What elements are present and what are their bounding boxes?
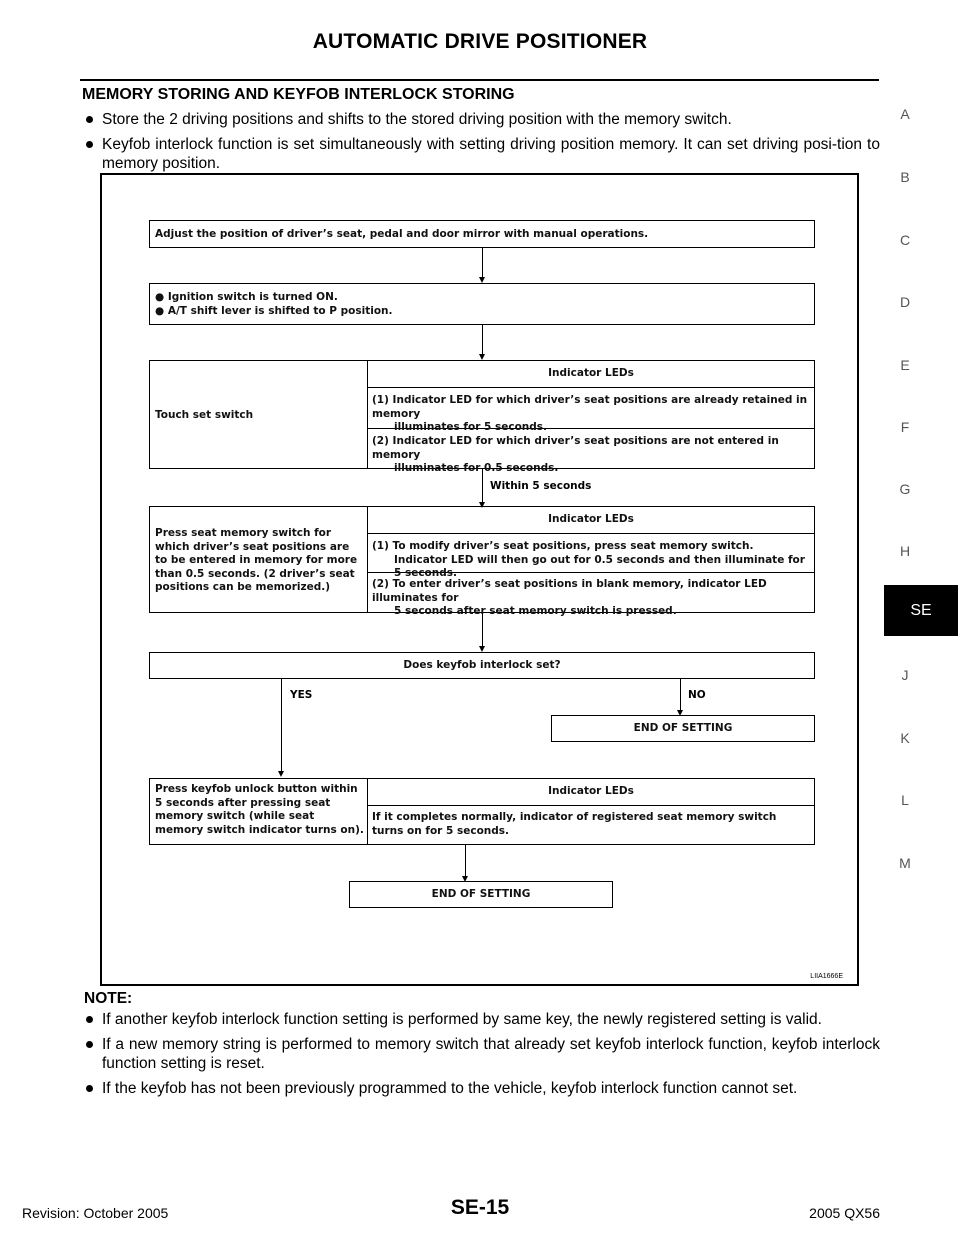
flow-connector-no — [680, 679, 681, 712]
footer-revision: Revision: October 2005 — [22, 1205, 169, 1221]
flow-connector — [482, 248, 483, 278]
list-item: If a new memory string is performed to memory switch that already set keyfob interlock function, keyfob interlock function setting is reset. — [86, 1035, 880, 1073]
flowchart-figure — [100, 173, 859, 986]
flow-connector — [482, 469, 483, 504]
yes-label: YES — [290, 689, 313, 701]
side-tab-l[interactable]: L — [901, 792, 909, 808]
page-title: AUTOMATIC DRIVE POSITIONER — [312, 30, 648, 53]
list-item: If the keyfob has not been previously programmed to the vehicle, keyfob interlock function cannot set. — [86, 1079, 880, 1098]
side-tab-c[interactable]: C — [899, 232, 911, 248]
flow-connector — [465, 845, 466, 878]
bullet-icon — [86, 141, 93, 148]
flow-connector-yes — [281, 679, 282, 773]
side-tab-h[interactable]: H — [899, 543, 911, 559]
flow-step-touch-set: Touch set switch Indicator LEDs (1) Indicator LED for which driver’s seat positions are already retained in memory illuminates for 5 seconds. (2) Indicator LED for which driver’s seat positions are not entered in memory illuminates for 0.5 seconds. — [149, 360, 815, 469]
bullet-icon — [86, 116, 93, 123]
side-tab-se-active[interactable]: SE — [884, 585, 958, 636]
flow-end-no: END OF SETTING — [551, 715, 815, 742]
no-label: NO — [688, 689, 706, 701]
side-tab-a[interactable]: A — [900, 106, 910, 122]
flow-step-ignition: ● Ignition switch is turned ON. ● A/T shift lever is shifted to P position. — [149, 283, 815, 325]
flow-connector — [482, 325, 483, 355]
side-tab-g[interactable]: G — [899, 481, 911, 497]
side-tab-d[interactable]: D — [899, 294, 911, 310]
bullet-icon — [86, 1085, 93, 1092]
section-heading: MEMORY STORING AND KEYFOB INTERLOCK STORING — [82, 86, 515, 103]
side-tab-j[interactable]: J — [901, 667, 909, 683]
side-tab-b[interactable]: B — [900, 169, 910, 185]
figure-code: LIIA1666E — [810, 973, 843, 980]
arrow-down-icon — [278, 771, 284, 777]
side-tab-k[interactable]: K — [900, 730, 910, 746]
footer-page-number: SE-15 — [450, 1196, 510, 1219]
footer-model: 2005 QX56 — [809, 1205, 880, 1221]
side-tab-m[interactable]: M — [899, 855, 911, 871]
bullet-icon — [86, 1041, 93, 1048]
list-item: Keyfob interlock function is set simultaneously with setting driving position memory. It can set driving posi-tion to memory position. — [86, 135, 880, 173]
flow-connector — [482, 613, 483, 648]
list-item: Store the 2 driving positions and shifts to the stored driving position with the memory switch. — [86, 110, 880, 129]
flow-step-press-memory: Press seat memory switch for which driver’s seat positions are to be entered in memory for more than 0.5 seconds. (2 driver’s seat positions can be memorized.) Indicator LEDs (1) To modify driver’s seat positions, press seat memory switch. Indicator LED will then go out for 0.5 seconds and then illuminate for 5 seconds. (2) To enter driver’s seat positions in blank memory, indicator LED illuminates for 5 seconds after seat memory switch is pressed. — [149, 506, 815, 613]
intro-bullet-list — [86, 110, 880, 179]
list-item: If another keyfob interlock function setting is performed by same key, the newly registered setting is valid. — [86, 1010, 880, 1029]
notes-bullet-list — [86, 1010, 880, 1104]
title-divider — [80, 79, 879, 81]
note-label: NOTE: — [84, 990, 133, 1007]
flow-step-keyfob-unlock: Press keyfob unlock button within 5 seconds after pressing seat memory switch (while seat memory switch indicator turns on). Indicator LEDs If it completes normally, indicator of registered seat memory switch turns on for 5 seconds. — [149, 778, 815, 845]
within-5-seconds-label: Within 5 seconds — [490, 480, 592, 492]
flow-step-adjust: Adjust the position of driver’s seat, pedal and door mirror with manual operations. — [149, 220, 815, 248]
side-tab-f[interactable]: F — [900, 419, 910, 435]
bullet-icon — [86, 1016, 93, 1023]
flow-end-final: END OF SETTING — [349, 881, 613, 908]
flow-decision-keyfob: Does keyfob interlock set? — [149, 652, 815, 679]
side-tab-e[interactable]: E — [900, 357, 910, 373]
